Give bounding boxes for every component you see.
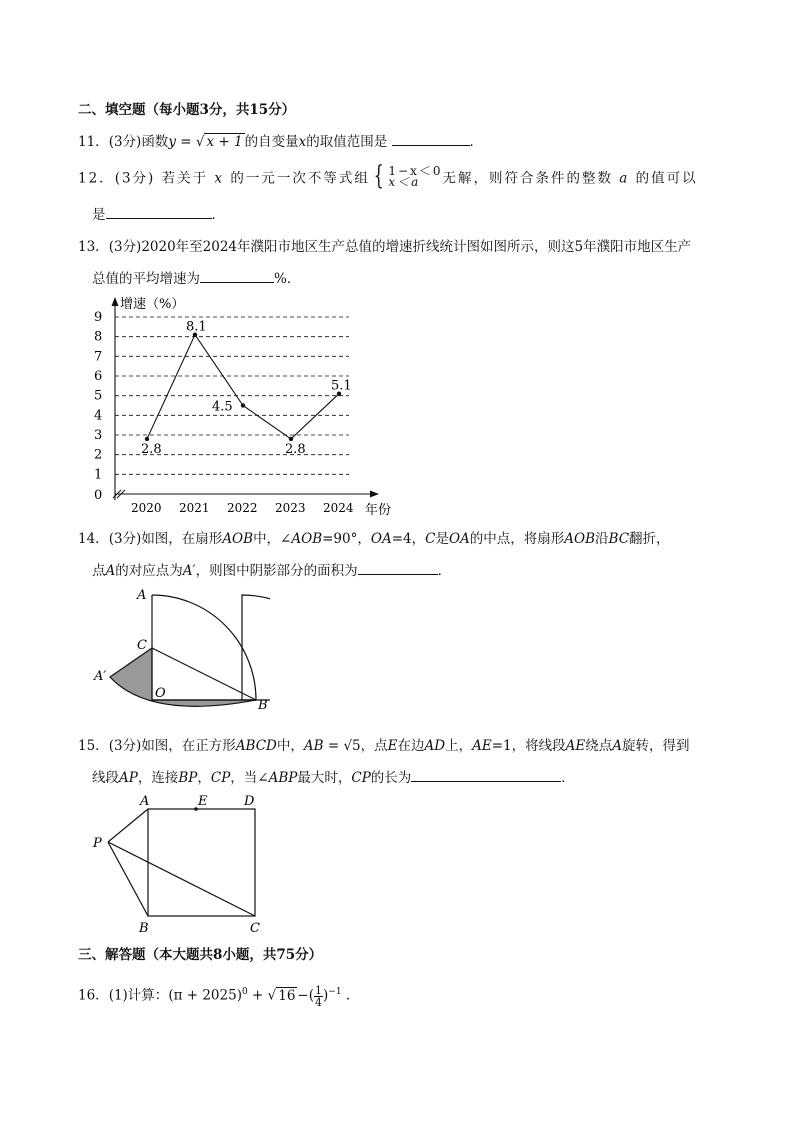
exponent: −1 (328, 987, 342, 997)
label-cp: CP (210, 770, 231, 786)
question-score: (3分) (108, 531, 142, 547)
sector-outline (242, 595, 270, 700)
y-tick-label: 1 (94, 467, 103, 483)
question-text: 是 (435, 531, 449, 547)
point-a-label: A (140, 794, 150, 809)
y-tick-label: 8 (94, 329, 103, 345)
question-text: 线段 (92, 770, 119, 786)
question-score: (3分) (114, 170, 156, 187)
section-title: 三、解答题（本大题共8小题，共75分） (78, 947, 323, 963)
question-16: 16．(1)计算：$(\pi + 2025)^0$ + √ 16 −( $\frac{1}{4}$ )$^{-1}$ ． (78, 983, 360, 1009)
label-ap: AP (119, 770, 138, 786)
answer-blank[interactable] (392, 132, 470, 146)
question-text: 上， (445, 738, 473, 754)
point-e-label: E (198, 794, 208, 809)
series (141, 320, 352, 457)
question-text: =4， (391, 531, 426, 547)
fraction-numerator: 1 (315, 983, 323, 997)
var-y: y (168, 134, 176, 150)
segment-pb (108, 842, 148, 916)
var-x: x (298, 134, 307, 150)
y-tick-label: 3 (94, 428, 103, 443)
label-a: A (612, 738, 622, 754)
y-tick-label: 4 (94, 408, 103, 424)
question-score: (3分) (108, 239, 142, 255)
question-text: 最大时， (297, 770, 352, 786)
var-x: x (214, 170, 225, 187)
expression: (π + 2025) (168, 987, 242, 1004)
question-text: 的长为 (370, 770, 412, 786)
question-text: 中， (276, 738, 304, 754)
inequality-1: 1−x＜0 (388, 164, 443, 178)
question-text: ， (197, 770, 211, 786)
question-text: 的对应点为 (115, 563, 183, 579)
label-aob: AOB (291, 531, 323, 547)
question-text: 如图，在正方形 (141, 738, 236, 754)
shaded-region-visible (110, 648, 256, 706)
point-a-prime-label: A′ (94, 669, 107, 684)
label-bc: BC (608, 531, 630, 547)
point-p-label: P (93, 836, 102, 851)
question-text: 的自变量 (244, 134, 299, 150)
point-c-label: C (137, 638, 147, 653)
data-label: 2.8 (285, 441, 306, 457)
fraction (314, 985, 323, 1008)
question-text: 的中点，将扇形 (469, 531, 565, 547)
y-tick-label: 7 (94, 349, 103, 365)
question-text: 无解，则符合条件的整数 (442, 170, 613, 187)
radicand: 16 (278, 987, 296, 1004)
label-bp: BP (178, 770, 198, 786)
square-abcd (148, 809, 255, 916)
y-axis-label: 增速（%） (120, 297, 185, 312)
label-e: E (387, 738, 398, 754)
question-number: 15． (78, 738, 109, 754)
question-text: 中，∠ (253, 531, 292, 547)
question-text: 的取值范围是 (306, 134, 388, 150)
answer-blank[interactable] (411, 768, 561, 782)
label-cp: CP (351, 770, 371, 786)
question-text: 在边 (397, 738, 425, 754)
question-text: 翻折， (629, 531, 670, 547)
answer-blank[interactable] (358, 561, 438, 575)
inequality-system (388, 166, 442, 188)
question-text: 旋转，得到 (621, 738, 690, 754)
point-a-label: A (137, 588, 147, 603)
question-score: (3分) (108, 738, 142, 754)
question-text: 的一元一次不等式组 (230, 170, 370, 187)
var-a: a (619, 170, 630, 187)
label-oa: OA (448, 531, 470, 547)
question-15 (78, 737, 689, 755)
label-aob: AOB (564, 531, 596, 547)
answer-blank[interactable] (200, 269, 274, 283)
question-text: (1)计算： (108, 987, 169, 1004)
x-axis-label: 年份 (365, 503, 392, 518)
point-c-label: C (250, 921, 260, 936)
segment-pc (108, 842, 255, 916)
question-text: =1，将线段 (491, 738, 566, 754)
fraction-denominator: 4 (315, 995, 323, 1009)
period: ． (211, 207, 225, 223)
label-oa: OA (370, 531, 392, 547)
data-label: 2.8 (141, 441, 162, 457)
label-ab: AB (303, 738, 324, 754)
data-point (289, 437, 293, 441)
y-tick-label: 5 (94, 388, 103, 404)
answer-blank[interactable] (106, 205, 212, 219)
data-label: 5.1 (331, 378, 352, 394)
point-b-label: B (139, 921, 149, 936)
label-ae: AE (565, 738, 586, 754)
question-text: = √5，点 (323, 738, 388, 754)
paren: ) (323, 987, 329, 1004)
x-tick-label: 2024 (323, 501, 354, 515)
line-chart (84, 292, 404, 518)
x-axis-arrow (370, 491, 379, 498)
question-11: 11．(3分)函数y = √ x + 1 的自变量x的取值范围是 ． (78, 134, 483, 150)
square-figure (88, 792, 273, 937)
question-15-line2 (92, 768, 575, 787)
question-number: 11． (78, 134, 109, 150)
y-axis-arrow (112, 297, 119, 306)
label-c: C (425, 531, 436, 547)
period: ． (469, 134, 483, 150)
data-label: 8.1 (186, 319, 207, 335)
point-b-label: B (258, 698, 268, 713)
data-label: 4.5 (212, 399, 233, 415)
sector-figure (90, 585, 270, 725)
segment-pa (108, 809, 148, 842)
question-text: ，当∠ (230, 770, 269, 786)
period: ． (345, 987, 360, 1004)
question-text: 总值的平均增速为 (92, 271, 200, 287)
question-12 (78, 161, 698, 191)
point-o-label: O (155, 686, 166, 701)
question-13-line2 (92, 269, 300, 288)
label-abcd: ABCD (235, 738, 277, 754)
question-text: 若关于 (161, 170, 209, 187)
brace: { (373, 161, 385, 191)
point-d-label: D (244, 794, 255, 809)
question-text: 点 (92, 563, 106, 579)
label-ae: AE (472, 738, 492, 754)
x-tick-label: 2023 (275, 501, 306, 515)
label-a: A (105, 563, 116, 579)
exponent: 0 (241, 987, 248, 997)
equals: = (175, 134, 196, 150)
y-tick-label: 6 (94, 369, 103, 384)
question-text: 2020年至2024年濮阳市地区生产总值的增速折线统计图如图所示，则这5年濮阳市地区生产 (141, 239, 692, 255)
operator: + (247, 987, 268, 1004)
question-number: 12． (78, 170, 115, 187)
question-text: 如图，在扇形 (141, 531, 223, 547)
question-text: 沿 (595, 531, 609, 547)
placeholder (210, 648, 270, 705)
y-tick-label: 0 (94, 488, 103, 503)
question-text: 是 (92, 207, 106, 223)
label-abp: ABP (268, 770, 298, 786)
percent-period: %． (274, 271, 301, 287)
question-14-line2 (92, 561, 451, 580)
label-aob: AOB (222, 531, 254, 547)
label-a-prime: A′ (182, 563, 196, 579)
series-line (147, 335, 339, 439)
question-text: ，连接 (137, 770, 179, 786)
question-14 (78, 530, 670, 548)
question-number: 13． (78, 239, 109, 255)
y-tick-labels (94, 310, 102, 503)
segment-cb (152, 648, 256, 700)
question-number: 16． (78, 987, 109, 1004)
data-point (145, 437, 149, 441)
question-text: 函数 (141, 134, 169, 150)
section-title: 二、填空题（每小题3分，共15分） (78, 102, 296, 118)
period: ． (561, 770, 575, 786)
radicand: x + 1 (206, 134, 243, 150)
x-tick-label: 2021 (179, 501, 210, 515)
question-12-line2 (92, 205, 225, 224)
question-text: 的值可以 (635, 170, 698, 187)
question-13 (78, 238, 691, 256)
axes (112, 297, 380, 500)
period: ． (437, 563, 452, 579)
data-point (241, 403, 245, 407)
question-score: (3分) (108, 134, 142, 150)
y-tick-label: 2 (94, 447, 103, 463)
label-ad: AD (424, 738, 446, 754)
x-tick-label: 2022 (227, 501, 258, 515)
y-tick-label: 9 (94, 310, 103, 325)
inequality-2: x＜a (388, 175, 421, 189)
question-text: =90°， (322, 531, 371, 547)
operator: −( (297, 987, 315, 1004)
question-text: ，则图中阴影部分的面积为 (195, 563, 358, 579)
x-tick-label: 2020 (131, 501, 162, 515)
x-tick-labels (131, 501, 354, 515)
question-number: 14． (78, 531, 109, 547)
arc-ab (152, 595, 256, 700)
question-text: 绕点 (585, 738, 613, 754)
